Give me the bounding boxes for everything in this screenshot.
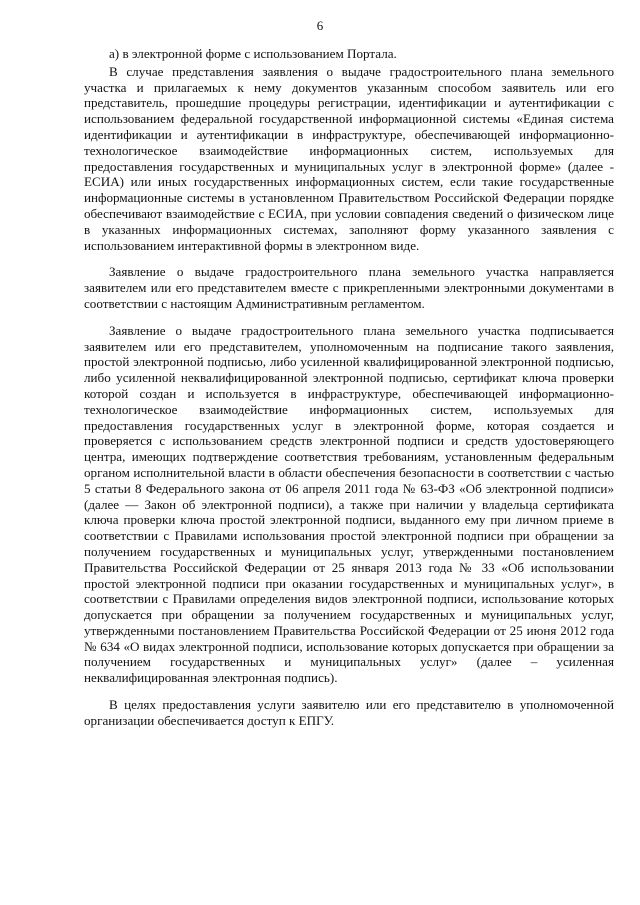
paragraph-esia-identification: В случае представления заявления о выдаче градостроительного плана земельного участка и прилагаемых к нему документов указанным способом заявитель или его представитель, прошедшие процедуры регистрации, идентификации и аутентификации с использованием федеральной государственной информационной системы «Единая система идентификации и аутентификации в инфраструктуре, обеспечивающей информационно-технологическое взаимодействие информационных систем, используемых для предоставления государственных и муниципальных услуг в электронной форме» (далее - ЕСИА) или иных государственных информационных систем, если такие государственные информационные системы в установленном Правительством Российской Федерации порядке обеспечивают взаимодействие с ЕСИА, при условии совпадения сведений о физическом лице в указанных информационных системах, заполняют форму указанного заявления с использованием интерактивной формы в электронном виде. [84,63,614,253]
paragraph-electronic-signature: Заявление о выдаче градостроительного плана земельного участка подписывается заявителем или его представителем, уполномоченным на подписание такого заявления, простой электронной подписью, либо усиленной квалифицированной электронной подписью, либо усиленной неквалифицированной электронной подписью, сертификат ключа проверки которой создан и используется в инфраструктуре, обеспечивающей информационно-технологическое взаимодействие информационных систем, используемых для предоставления государственных услуг в электронной форме, которая создается и проверяется с использованием средств электронной подписи и средств удостоверяющего центра, имеющих подтверждение соответствия требованиям, установленным федеральным органом исполнительной власти в области обеспечения безопасности в соответствии с частью 5 статьи 8 Федерального закона от 06 апреля 2011 года № 63-ФЗ «Об электронной подписи» (далее — Закон об электронной подписи), а также при наличии у владельца сертификата ключа проверки ключа простой электронной подписи, выданного ему при личном приеме в соответствии с Правилами использования простой электронной подписи при обращении за получением государственных и муниципальных услуг, утвержденными постановлением Правительства Российской Федерации от 25 января 2013 года № 33 «Об использовании простой электронной подписи при оказании государственных и муниципальных услуг», в соответствии с Правилами определения видов электронной подписи, использование которых допускается при обращении за получением государственных и муниципальных услуг, утвержденными постановлением Правительства Российской Федерации от 25 июня 2012 года № 634 «О видах электронной подписи, использование которых допускается при обращении за получением государственных и муниципальных услуг» (далее – усиленная неквалифицированная электронная подпись). [84,322,614,686]
paragraph-application-sending: Заявление о выдаче градостроительного плана земельного участка направляется заявителем или его представителем вместе с прикрепленными электронными документами в соответствии с настоящим Административным регламентом. [84,264,614,311]
document-body [84,46,614,729]
paragraph-epgu-access: В целях предоставления услуги заявителю или его представителю в уполномоченной организации обеспечивается доступ к ЕПГУ. [84,697,614,728]
page-number: 6 [316,18,324,33]
paragraph-submission-method: а) в электронной форме с использованием Портала. [109,46,397,61]
